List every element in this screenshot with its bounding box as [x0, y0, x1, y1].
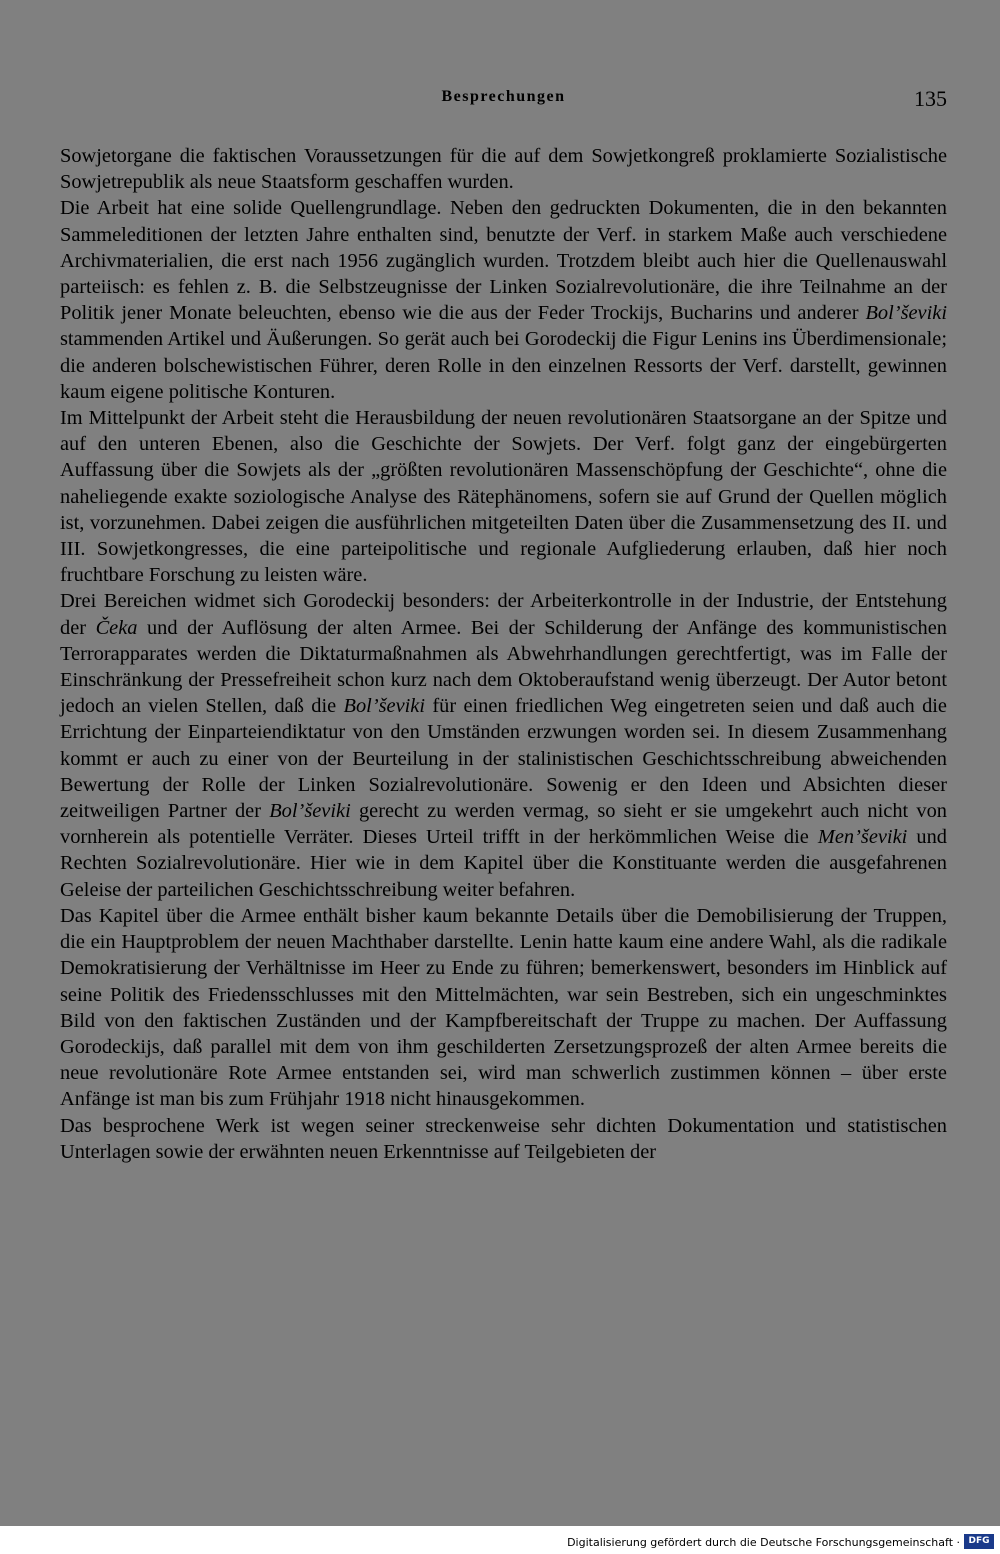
paragraph-5: Das Kapitel über die Armee enthält bisher kaum bekannte Details über die Demobilisierung der Truppen, die ein Hauptproblem der neuen Machthaber darstellte. Lenin hatte kaum eine andere Wahl, als die radikale Demokratisierung der Verhältnisse im Heer zu Ende zu führen; bemerkenswert, besonders im Hinblick auf seine Politik des Friedensschlusses mit den Mittelmächten, war sein Bestreben, sich ein ungeschminktes Bild von den faktischen Zuständen und der Kampfbereitschaft der Truppe zu machen. Der Auffassung Gorodeckijs, daß parallel mit dem von ihm geschilderten Zersetzungsprozeß der alten Armee bereits die neue revolutionäre Rote Armee entstanden sei, wird man schwerlich zustimmen können – über erste Anfänge ist man bis zum Frühjahr 1918 nicht hinausgekommen. — [60, 904, 947, 1111]
paragraph-1: Sowjetorgane die faktischen Voraussetzungen für die auf dem Sowjetkongreß proklamierte Sozialistische Sowjetrepublik als neue Staatsform geschaffen wurden. — [60, 145, 947, 194]
paragraph-3: Im Mittelpunkt der Arbeit steht die Herausbildung der neuen revolutionären Staatsorgane an der Spitze und auf den unteren Ebenen, also die Geschichte der Sowjets. Der Verf. folgt ganz der eingebürgerten Auffassung über die Sowjets als der „größten revolutionären Massenschöpfung der Geschichte“, ohne die naheliegende exakte soziologische Analyse des Rätephänomens, sofern sie auf Grund der Quellen möglich ist, vorzunehmen. Dabei zeigen die ausführlichen mitgeteilten Daten über die Zusammensetzung des II. und III. Sowjetkongresses, die eine parteipolitische und regionale Aufgliederung erlauben, daß hier noch fruchtbare Forschung zu leisten wäre. — [60, 407, 947, 587]
running-head: Besprechungen — [441, 88, 566, 105]
dfg-logo-icon: DFG — [964, 1534, 994, 1549]
funding-credit: Digitalisierung gefördert durch die Deutsche Forschungsgemeinschaft · — [567, 1536, 960, 1549]
paragraph-6: Das besprochene Werk ist wegen seiner streckenweise sehr dichten Dokumentation und statistischen Unterlagen sowie der erwähnten neuen Erkenntnisse auf Teilgebieten der — [60, 1114, 947, 1163]
paragraph-4: Drei Bereichen widmet sich Gorodeckij besonders: der Arbeiterkontrolle in der Industrie, der Entstehung der Čeka und der Auflösung der alten Armee. Bei der Schilderung der Anfänge des kommunistischen Terrorapparates werden die Diktaturmaßnahmen als Abwehrhandlungen gerechtfertigt, was im Falle der Einschränkung der Pressefreiheit schon kurz nach dem Oktoberaufstand wenig überzeugt. Der Autor betont jedoch an vielen Stellen, daß die Bol’ševiki für einen friedlichen Weg eingetreten seien und daß auch die Errichtung der Einparteiendiktatur von den Umständen erzwungen worden sei. In diesem Zusammenhang kommt er auch zu einer von der Beurteilung in der stalinistischen Geschichtsschreibung abweichenden Bewertung der Rolle der Linken Sozialrevolutionäre. Sowenig er den Ideen und Absichten dieser zeitweiligen Partner der Bol’ševiki gerecht zu werden vermag, so sieht er sie umgekehrt auch nicht von vornherein als potentielle Verräter. Dieses Urteil trifft in der herkömmlichen Weise die Men’ševiki und Rechten Sozialrevolutionäre. Hier wie in dem Kapitel über die Konstituante werden die ausgefahrenen Geleise der parteilichen Geschichtsschreibung weiter befahren. — [60, 590, 948, 901]
page-header — [60, 86, 947, 116]
footer — [0, 1526, 1000, 1554]
body-text — [60, 143, 947, 1165]
page-number: 135 — [914, 86, 947, 111]
paragraph-2: Die Arbeit hat eine solide Quellengrundlage. Neben den gedruckten Dokumenten, die in den bekannten Sammeleditionen der letzten Jahre enthalten sind, benutzte der Verf. in starkem Maße auch verschiedene Archivmaterialien, die erst nach 1956 zugänglich wurden. Trotzdem bleibt auch hier die Quellenauswahl parteiisch: es fehlen z. B. die Selbstzeugnisse der Linken Sozialrevolutionäre, die ihre Teilnahme an der Politik jener Monate beleuchten, ebenso wie die aus der Feder Trockijs, Bucharins und anderer Bol’ševiki stammenden Artikel und Äußerungen. So gerät auch bei Gorodeckij die Figur Lenins ins Überdimensionale; die anderen bolschewistischen Führer, deren Rolle in den einzelnen Ressorts der Verf. darstellt, gewinnen kaum eigene politische Konturen. — [60, 197, 947, 403]
